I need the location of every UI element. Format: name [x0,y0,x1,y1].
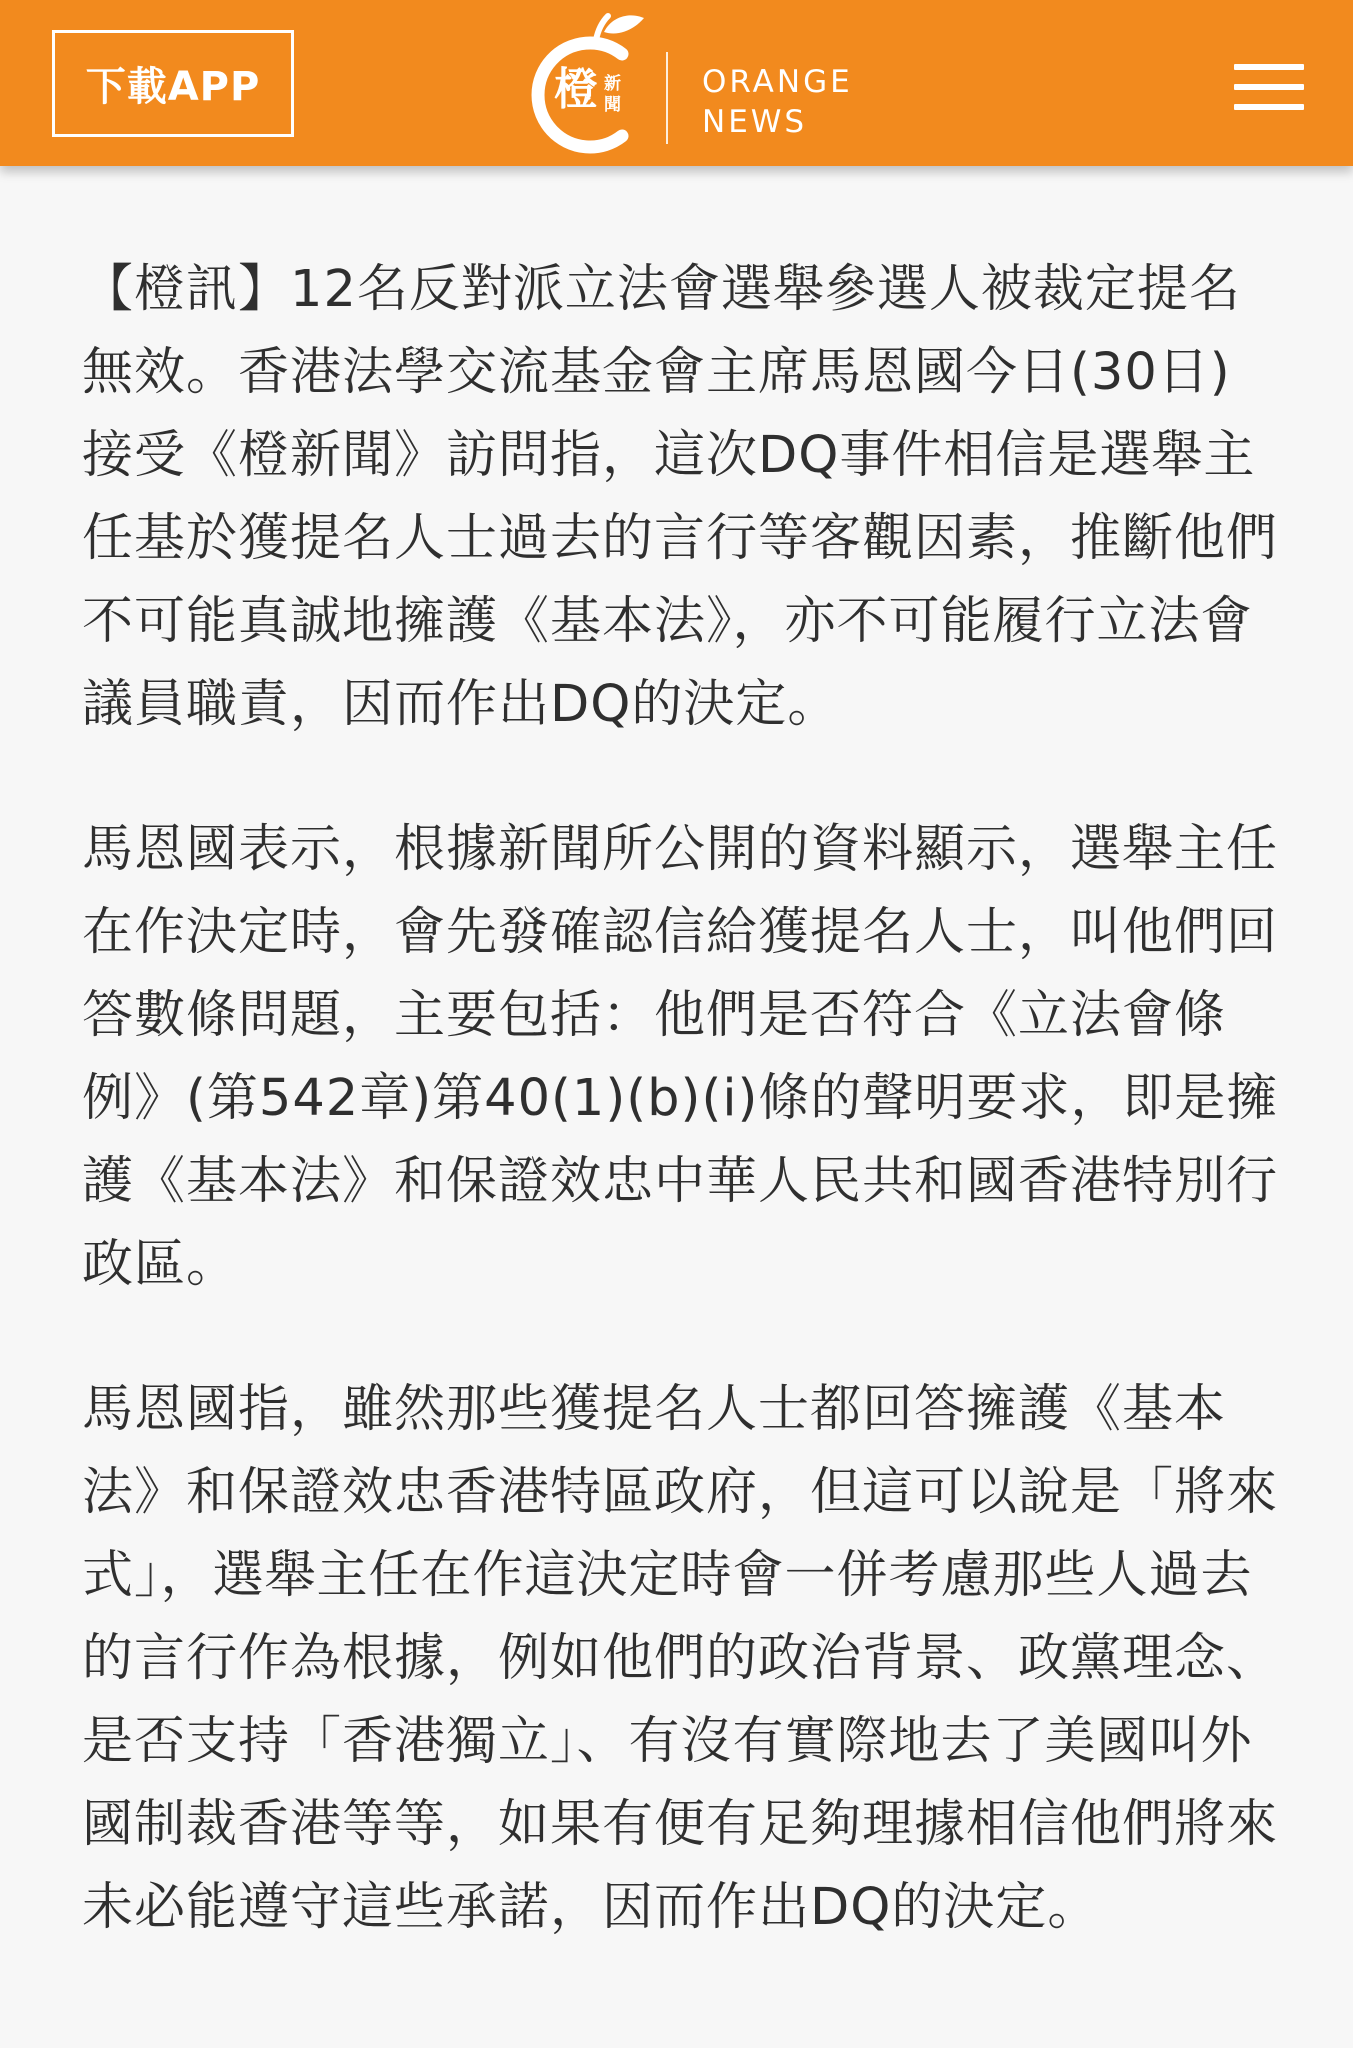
article-paragraph-2: 馬恩國表示，根據新聞所公開的資料顯示，選舉主任在作決定時，會先發確認信給獲提名人士，叫他們回答數條問題，主要包括：他們是否符合《立法會條例》(第542章)第40(1)(b)(i)條的聲明要求，即是擁護《基本法》和保證效忠中華人民共和國香港特別行政區。 [82,820,1279,1294]
logo-wordmark [702,62,853,142]
hamburger-menu-icon[interactable] [1234,64,1304,110]
article-paragraph-3: 馬恩國指，雖然那些獲提名人士都回答擁護《基本法》和保證效忠香港特區政府，但這可以說是「將來式」，選舉主任在作這決定時會一併考慮那些人過去的言行作為根據，例如他們的政治背景、政黨理念、是否支持「香港獨立」、有沒有實際地去了美國叫外國制裁香港等等，如果有便有足夠理據相信他們將來未必能遵守這些承諾，因而作出DQ的決定。 [82,1380,1279,1937]
menu-bar-top [1234,64,1304,70]
article-paragraph-1: 【橙訊】12名反對派立法會選舉參選人被裁定提名無效。香港法學交流基金會主席馬恩國今日(30日)接受《橙新聞》訪問指，這次DQ事件相信是選舉主任基於獲提名人士過去的言行等客觀因素，推斷他們不可能真誠地擁護《基本法》，亦不可能履行立法會議員職責，因而作出DQ的決定。 [82,260,1279,734]
logo-text-news: NEWS [702,104,808,140]
menu-bar-middle [1234,84,1304,90]
logo-main-char: 橙 [554,64,598,115]
logo-divider [666,52,668,144]
orange-news-logo[interactable] [512,10,852,160]
article-body [82,248,1282,2011]
download-app-button[interactable]: 下載APP [52,30,294,137]
logo-text-orange: ORANGE [702,64,853,100]
menu-bar-bottom [1234,104,1304,110]
logo-small-chars: 新聞 [604,74,621,115]
top-header [0,0,1353,166]
